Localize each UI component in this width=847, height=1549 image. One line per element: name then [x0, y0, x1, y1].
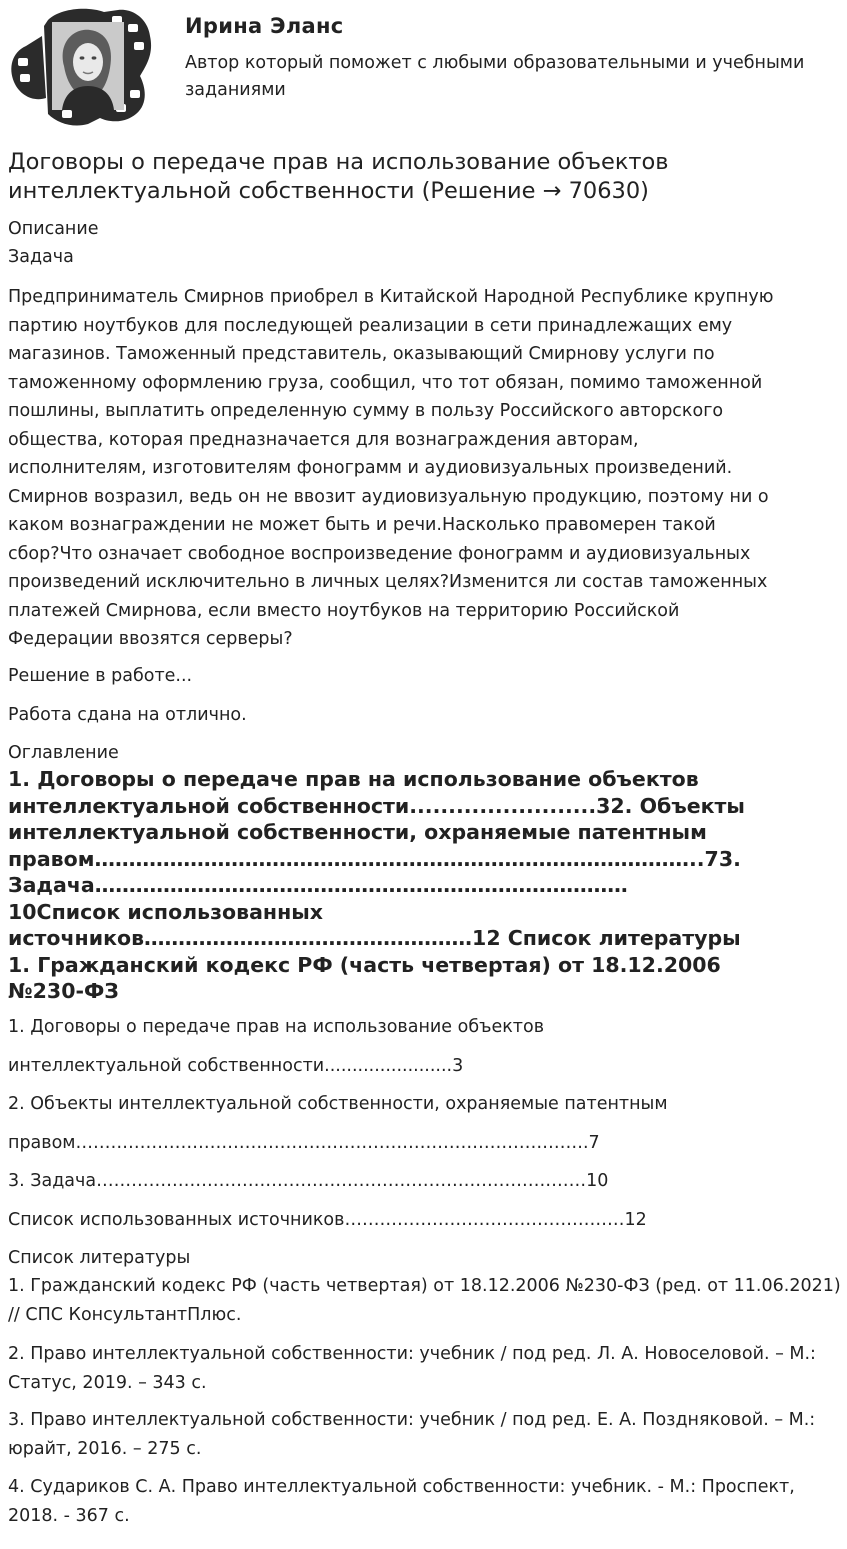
solution-status: Решение в работе... [8, 666, 193, 686]
literature-item: 3. Право интеллектуальной собственности: учебник / под ред. Е. А. Поздняковой. – М.: юрайт, 2016. – 275 с. [8, 1410, 816, 1459]
toc-bold-line: интеллектуальной собственности, охраняемые патентным [8, 820, 707, 844]
toc-bold-line: Задача…………………………………………………………………… [8, 873, 628, 897]
toc-line: 1. Договоры о передаче прав на использование объектов [8, 1017, 545, 1037]
task-label: Задача [8, 247, 74, 267]
toc-label: Оглавление [8, 743, 119, 763]
task-line: Предприниматель Смирнов приобрел в Китайской Народной Республике крупную [8, 287, 774, 307]
work-status: Работа сдана на отлично. [8, 705, 247, 725]
page-title: Договоры о передаче прав на использование объектов интеллектуальной собственности (Решение → 70630) [8, 149, 669, 204]
literature-item: 4. Судариков С. А. Право интеллектуальной собственности: учебник. - М.: Проспект, 2018. - 367 с. [8, 1477, 795, 1526]
toc-bold-line: правом……………………………………………………………………………..73. [8, 846, 741, 871]
toc-bold-line: 1. Гражданский кодекс РФ (часть четвертая) от 18.12.2006 [8, 952, 721, 977]
description-label: Описание [8, 219, 99, 239]
author-name[interactable]: Ирина Эланс [185, 14, 344, 38]
toc-bold-line: №230-ФЗ [8, 979, 119, 1003]
literature-item: 1. Гражданский кодекс РФ (часть четвертая) от 18.12.2006 №230-ФЗ (ред. от 11.06.2021) // СПС КонсультантПлюс. [8, 1276, 841, 1325]
task-line: каком вознаграждении не может быть и речи.Насколько правомерен такой [8, 515, 716, 535]
toc-line: Список использованных источников…………………………………………12 [8, 1210, 647, 1230]
task-line: таможенному оформлению груза, сообщил, что тот обязан, помимо таможенной [8, 372, 763, 393]
toc-bold-line: 1. Договоры о передаче прав на использование объектов [8, 767, 699, 791]
toc-line: правом…………………………………………………………………………….7 [8, 1133, 600, 1153]
author-avatar[interactable] [8, 6, 154, 126]
toc-line: 3. Задача…………………………………………………………………………10 [8, 1171, 609, 1191]
task-line: платежей Смирнова, если вместо ноутбуков на территорию Российской [8, 600, 680, 621]
toc-bold-line: 10Список использованных [8, 899, 324, 924]
toc-bold-block [8, 766, 838, 1005]
author-card [8, 6, 838, 128]
task-line: магазинов. Таможенный представитель, оказывающий Смирнову услуги по [8, 344, 715, 364]
task-text [8, 283, 844, 654]
task-line: общества, которая предназначается для вознаграждения авторам, [8, 429, 639, 450]
toc-bold-line: интеллектуальной собственности........................32. Объекты [8, 793, 745, 818]
task-line: пошлины, выплатить определенную сумму в пользу Российского авторского [8, 401, 724, 421]
task-line: Смирнов возразил, ведь он не ввозит аудиовизуальную продукцию, поэтому ни о [8, 486, 769, 507]
literature-label: Список литературы [8, 1248, 191, 1268]
toc-bold-line: источников…………………………………………12 Список литературы [8, 926, 741, 950]
literature-item: 2. Право интеллектуальной собственности: учебник / под ред. Л. А. Новоселовой. – М.: Статус, 2019. – 343 с. [8, 1344, 816, 1393]
toc-line: интеллектуальной собственности.......................3 [8, 1056, 464, 1076]
task-line: исполнителям, изготовителям фонограмм и аудиовизуальных произведений. [8, 458, 733, 478]
toc-line: 2. Объекты интеллектуальной собственности, охраняемые патентным [8, 1094, 668, 1114]
task-line: Федерации ввозятся серверы? [8, 629, 293, 649]
task-line: партию ноутбуков для последующей реализации в сети принадлежащих ему [8, 315, 733, 336]
task-line: произведений исключительно в личных целях?Изменится ли состав таможенных [8, 572, 768, 592]
task-line: сбор?Что означает свободное воспроизведение фонограмм и аудиовизуальных [8, 543, 751, 564]
author-description: Автор который поможет с любыми образовательными и учебными заданиями [185, 53, 805, 100]
